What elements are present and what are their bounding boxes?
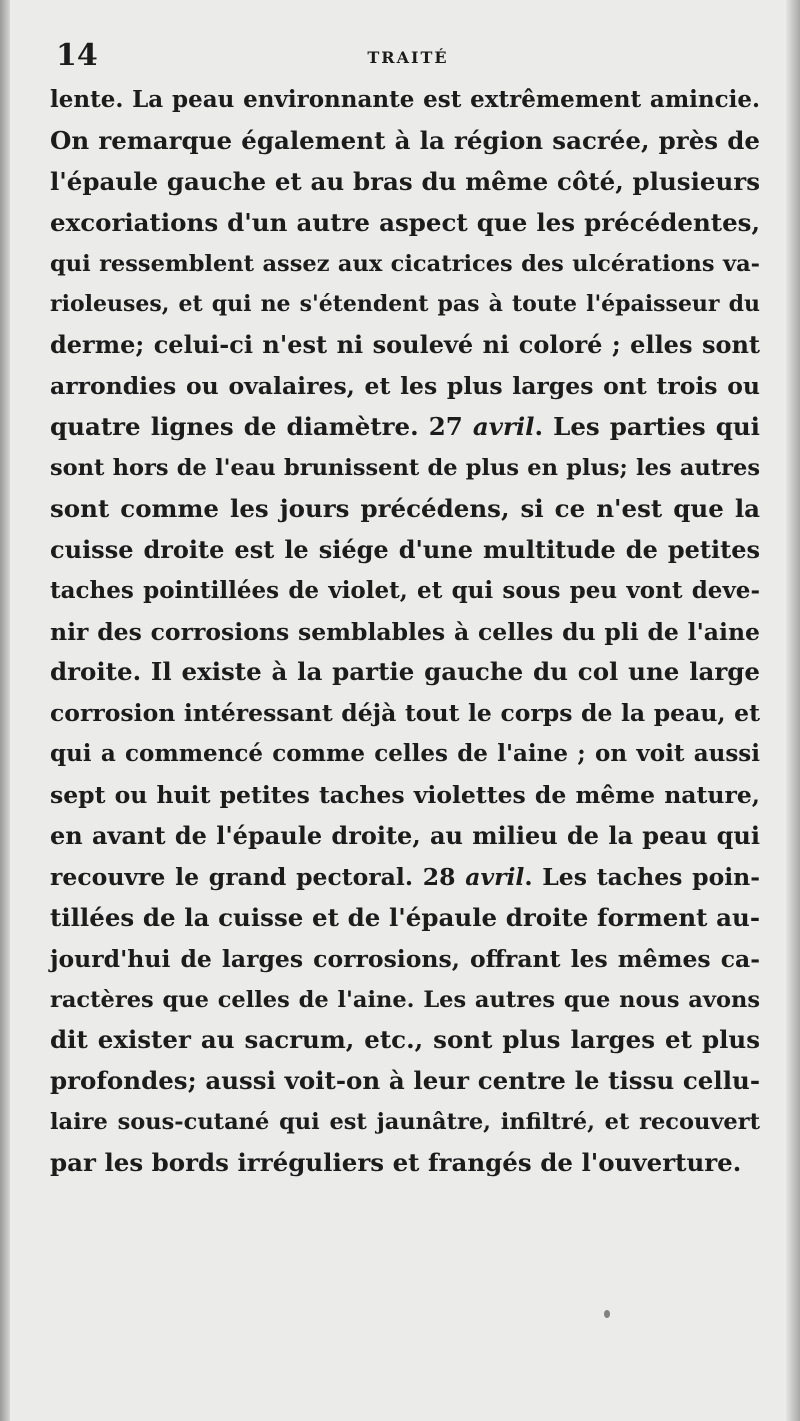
page-header: [56, 38, 760, 78]
text-line: sont comme les jours précédens, si ce n'est que la: [50, 493, 760, 523]
text-line: qui a commencé comme celles de l'aine ; on voit aussi: [50, 740, 760, 768]
date-month: avril: [472, 412, 535, 442]
text-line: l'épaule gauche et au bras du même côté, plusieurs: [50, 166, 760, 196]
text-line: cuisse droite est le siége d'une multitude de petites: [50, 534, 760, 564]
text-line: sont hors de l'eau brunissent de plus en plus; les autres: [50, 455, 760, 482]
running-title: TRAITÉ: [367, 48, 449, 67]
text-line: recouvre le grand pectoral. 28 avril. Les taches poin-: [50, 862, 761, 891]
text-line: lente. La peau environnante est extrêmement amincie.: [50, 86, 760, 113]
date-month: avril: [465, 862, 525, 891]
text-line: nir des corrosions semblables à celles du pli de l'aine: [50, 617, 760, 646]
text-line: On remarque également à la région sacrée, près de: [50, 125, 760, 155]
text-line: profondes; aussi voit-on à leur centre le tissu cellu-: [50, 1066, 760, 1096]
page-number: 14: [56, 38, 98, 73]
text-line: dit exister au sacrum, etc., sont plus larges et plus: [50, 1025, 760, 1055]
text-line: jourd'hui de larges corrosions, offrant les mêmes ca-: [50, 944, 760, 973]
text-line: laire sous-cutané qui est jaunâtre, infiltré, et recouvert: [50, 1109, 760, 1136]
text-line: derme; celui-ci n'est ni soulevé ni coloré ; elles sont: [50, 330, 760, 360]
text-line: tillées de la cuisse et de l'épaule droite forment au-: [50, 902, 760, 932]
text-line: droite. Il existe à la partie gauche du col une large: [50, 657, 760, 687]
text-line: excoriations d'un autre aspect que les précédentes,: [50, 207, 760, 237]
text-line: taches pointillées de violet, et qui sous peu vont deve-: [50, 576, 760, 604]
text-line: sept ou huit petites taches violettes de même nature,: [50, 781, 760, 810]
body-text: [50, 80, 760, 1184]
text-line: corrosion intéressant déjà tout le corps de la peau, et: [50, 699, 760, 728]
text-line: arrondies ou ovalaires, et les plus larges ont trois ou: [50, 372, 760, 401]
text-line: par les bords irréguliers et frangés de l'ouverture.: [50, 1148, 742, 1178]
text-line: qui ressemblent assez aux cicatrices des ulcérations va-: [50, 250, 760, 277]
ink-smudge: [604, 1310, 610, 1318]
text-line: quatre lignes de diamètre. 27 avril. Les parties qui: [50, 412, 760, 442]
text-line: rioleuses, et qui ne s'étendent pas à toute l'épaisseur du: [50, 291, 760, 318]
text-line: en avant de l'épaule droite, au milieu de la peau qui: [50, 821, 760, 851]
text-line: ractères que celles de l'aine. Les autres que nous avons: [50, 986, 760, 1013]
